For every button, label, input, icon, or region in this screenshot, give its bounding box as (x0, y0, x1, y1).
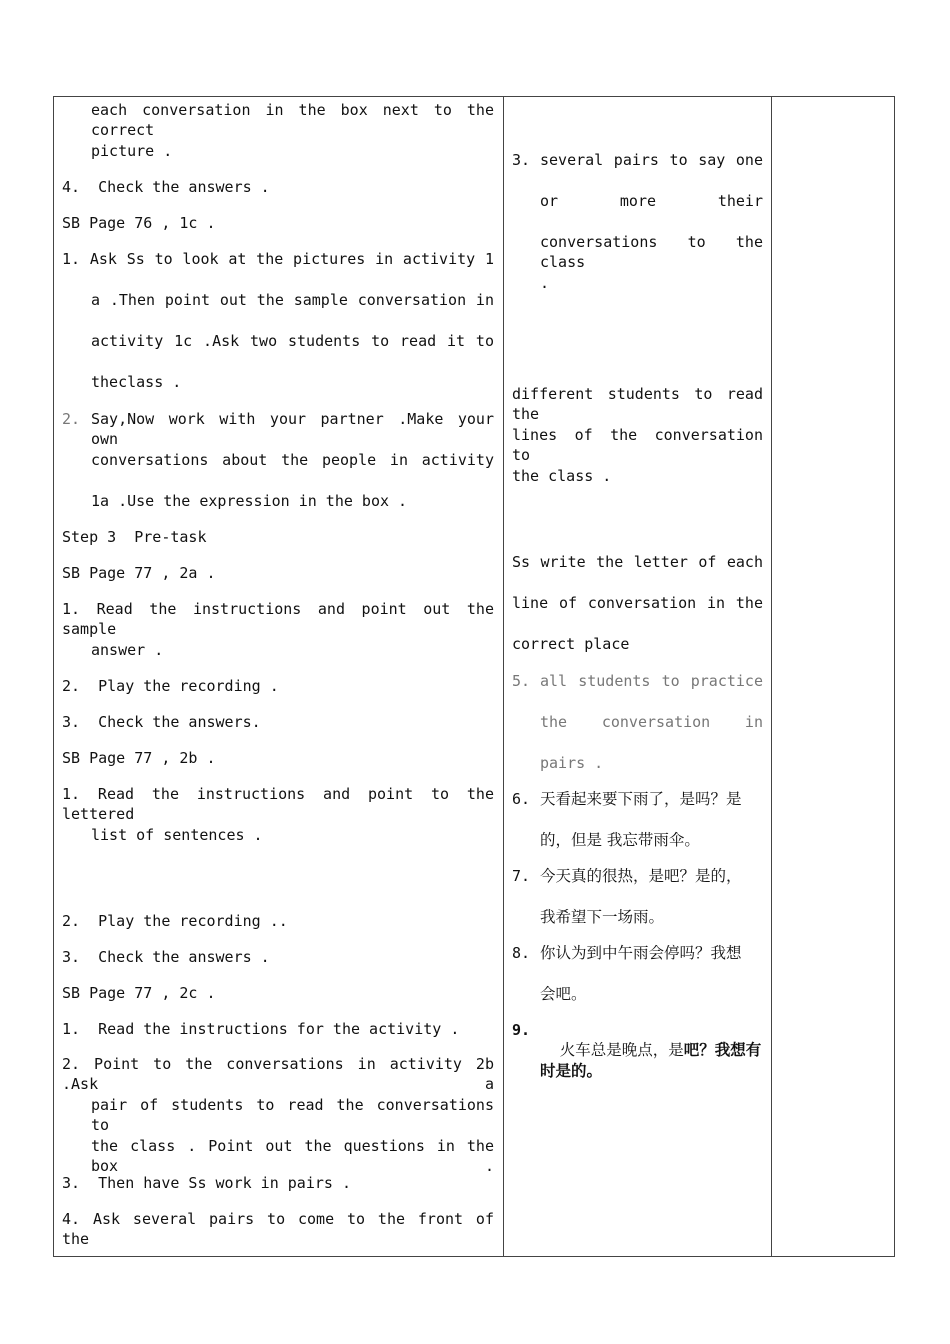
text-line: . (540, 274, 550, 292)
list-item: 1. Ask Ss to look at the pictures in activity 1 (62, 250, 494, 268)
list-item: 4. Ask several pairs to come to the front of the (62, 1210, 494, 1248)
text-line: lines of the conversation to (512, 426, 763, 464)
list-item: 天看起来要下雨了，是吗？是 (540, 790, 742, 808)
list-number: 5. (512, 672, 531, 690)
text-segment-bold: 吧？我想有 (683, 1040, 762, 1059)
text-line: different students to read the (512, 385, 763, 423)
list-number: 7. (512, 867, 531, 885)
text-line: theclass . (91, 373, 182, 391)
list-item: 今天真的很热，是吧？是的， (540, 867, 742, 885)
list-item: 2. Play the recording . (62, 677, 279, 695)
text-segment: 火车总是晚点，是 (559, 1041, 684, 1059)
text-line: a .Then point out the sample conversation in (91, 291, 494, 309)
text-line: 我希望下一场雨。 (540, 908, 665, 926)
list-item: Say,Now work with your partner .Make your own (91, 410, 494, 448)
step-heading: Step 3 Pre-task (62, 528, 207, 546)
section-heading: SB Page 77 , 2c . (62, 984, 216, 1002)
list-item: 3. Check the answers . (62, 948, 270, 966)
list-item: 1. Read the instructions and point to the lettered (62, 785, 494, 823)
list-item: 3. Check the answers. (62, 713, 261, 731)
section-heading: SB Page 77 , 2b . (62, 749, 216, 767)
text-line: or more their (540, 192, 763, 210)
list-number: 9. (512, 1021, 531, 1039)
text-line: 1a .Use the expression in the box . (91, 492, 408, 510)
list-number: 8. (512, 944, 531, 962)
list-item: 2. Point to the conversations in activity 2b .Ask a (62, 1055, 494, 1093)
text-line: 的，但是 我忘带雨伞。 (540, 831, 700, 849)
text-line: correct place (512, 635, 630, 653)
text-line: the conversation in (540, 713, 763, 731)
text-line: pairs . (540, 754, 604, 772)
list-item: 3. Then have Ss work in pairs . (62, 1174, 351, 1192)
text-line: answer . (91, 641, 164, 659)
text-line: each conversation in the box next to the correct (91, 101, 494, 139)
list-item: 2. Play the recording .. (62, 912, 288, 930)
list-number: 2. (62, 410, 81, 428)
list-item: all students to practice (540, 672, 763, 690)
text-line: 会吧。 (540, 985, 587, 1003)
section-heading: SB Page 76 , 1c . (62, 214, 216, 232)
text-line: the class . (512, 467, 612, 485)
list-number: 6. (512, 790, 531, 808)
text-line: line of conversation in the (512, 594, 763, 612)
text-line: conversations to the class (540, 233, 763, 271)
text-line: the class . Point out the questions in the box . (91, 1137, 494, 1175)
text-line: 时是的。 (540, 1061, 603, 1080)
text-line: list of sentences . (91, 826, 263, 844)
text-line: pair of students to read the conversations to (91, 1096, 494, 1134)
notes-column (771, 97, 895, 1256)
text-line: picture . (91, 142, 173, 160)
text-line: conversations about the people in activity (91, 451, 494, 469)
list-number: 3. (512, 151, 531, 169)
list-item: 1. Read the instructions and point out the sample (62, 600, 494, 638)
list-item: 你认为到中午雨会停吗？我想 (540, 944, 742, 962)
list-item: 1. Read the instructions for the activity . (62, 1020, 460, 1038)
list-item: 4. Check the answers . (62, 178, 270, 196)
text-line: activity 1c .Ask two students to read it to (91, 332, 494, 350)
section-heading: SB Page 77 , 2a . (62, 564, 216, 582)
list-item: several pairs to say one (540, 151, 763, 169)
text-line: Ss write the letter of each (512, 553, 763, 571)
